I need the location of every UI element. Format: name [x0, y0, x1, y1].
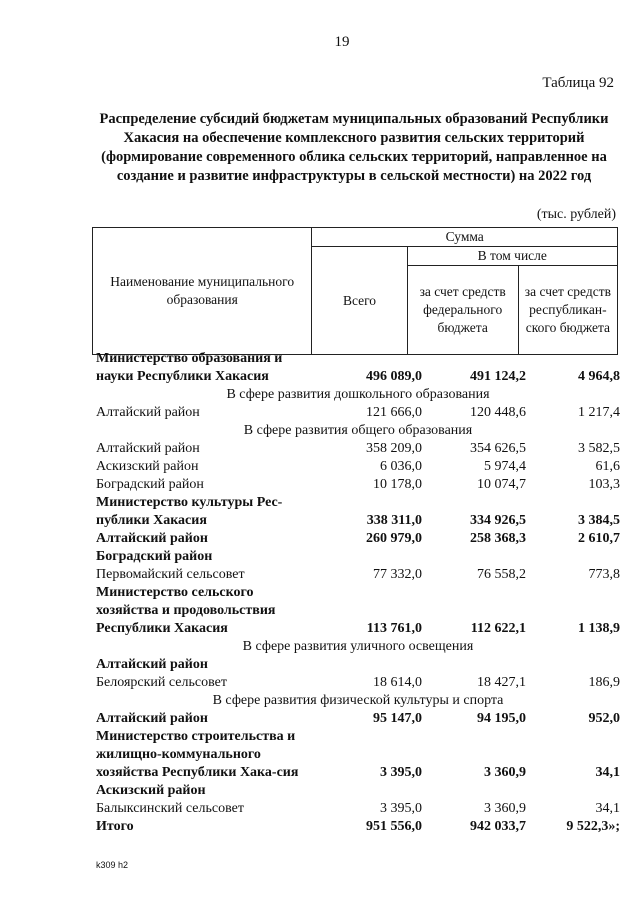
section-title: В сфере развития дошкольного образования	[226, 387, 490, 402]
row-republic: 3 384,5	[578, 513, 620, 528]
row-name: Министерство сельского хозяйства и продовольствия Республики Хакасия	[96, 585, 276, 636]
row-federal: 18 427,1	[477, 675, 526, 690]
row-republic	[526, 656, 620, 674]
table-row	[96, 458, 620, 476]
row-republic: 952,0	[588, 711, 620, 726]
row-republic: 34,1	[595, 765, 620, 780]
document-title: Распределение субсидий бюджетам муниципальных образований Республики Хакасия на обеспечение комплексного развития сельских территорий (формирование современного облика сельских территорий, направленное на создание и развитие инфраструктуры в сельской местности) на 2022 год	[99, 111, 609, 184]
header-in-that: В том числе	[407, 247, 617, 266]
page-number: 19	[334, 34, 350, 50]
row-name: Боградский район	[96, 549, 213, 564]
row-federal: 120 448,6	[470, 405, 526, 420]
table-row	[96, 584, 620, 638]
header-total: Всего	[312, 247, 407, 355]
row-federal	[422, 656, 526, 674]
row-name: Алтайский район	[96, 441, 200, 456]
row-total: 121 666,0	[366, 405, 422, 420]
row-name: Аскизский район	[96, 783, 206, 798]
row-name: Алтайский район	[96, 531, 208, 546]
row-name: Первомайский сельсовет	[96, 567, 245, 582]
row-name: Алтайский район	[96, 657, 208, 672]
row-total: 358 209,0	[366, 441, 422, 456]
section-title: В сфере развития уличного освещения	[242, 639, 474, 654]
row-total: 77 332,0	[373, 567, 422, 582]
table-row	[96, 350, 620, 386]
row-federal: 3 360,9	[484, 765, 526, 780]
row-republic	[526, 548, 620, 566]
table-row	[96, 476, 620, 494]
row-total: 951 556,0	[366, 819, 422, 834]
row-federal: 258 368,3	[470, 531, 526, 546]
row-name: Белоярский сельсовет	[96, 675, 227, 690]
table-row	[96, 566, 620, 584]
header-sum: Сумма	[312, 228, 618, 247]
row-name: Министерство культуры Рес-публики Хакасия	[96, 495, 283, 528]
table-row	[96, 818, 620, 836]
row-name: Балыксинский сельсовет	[96, 801, 244, 816]
section-row	[96, 692, 620, 710]
section-title: В сфере развития физической культуры и спорта	[212, 693, 504, 708]
row-republic: 1 217,4	[578, 405, 620, 420]
section-row	[96, 422, 620, 440]
table-row	[96, 530, 620, 548]
section-row	[96, 638, 620, 656]
row-total: 18 614,0	[373, 675, 422, 690]
row-republic: 2 610,7	[578, 531, 620, 546]
row-name: Итого	[96, 819, 134, 834]
row-republic: 3 582,5	[578, 441, 620, 456]
table-row	[96, 494, 620, 530]
row-federal: 491 124,2	[470, 369, 526, 384]
table-row	[96, 656, 620, 674]
header-republic: за счет средств республикан-ского бюджета	[518, 266, 617, 355]
row-total: 113 761,0	[366, 621, 422, 636]
row-federal	[422, 548, 526, 566]
row-republic: 773,8	[588, 567, 620, 582]
units-label: (тыс. рублей)	[536, 207, 616, 222]
table-row	[96, 728, 620, 782]
row-total: 338 311,0	[366, 513, 422, 528]
section-title: В сфере развития общего образования	[243, 423, 473, 438]
row-name: Министерство строительства и жилищно-коммунального хозяйства Республики Хака-сия	[96, 729, 299, 780]
data-table	[96, 350, 620, 836]
table-row	[96, 800, 620, 818]
header-name-column: Наименование муниципального образования	[93, 228, 312, 355]
row-federal: 76 558,2	[477, 567, 526, 582]
table-header	[92, 227, 618, 355]
header-federal: за счет средств федерального бюджета	[407, 266, 518, 355]
row-total: 3 395,0	[380, 765, 422, 780]
row-total	[318, 782, 422, 800]
row-name: Алтайский район	[96, 711, 208, 726]
row-federal: 334 926,5	[470, 513, 526, 528]
row-name: Министерство образования и науки Республики Хакасия	[96, 351, 283, 384]
table-row	[96, 674, 620, 692]
row-federal: 5 974,4	[484, 459, 526, 474]
row-republic: 186,9	[588, 675, 620, 690]
row-total: 496 089,0	[366, 369, 422, 384]
row-federal: 112 622,1	[470, 621, 526, 636]
row-total: 260 979,0	[366, 531, 422, 546]
row-republic: 34,1	[595, 801, 620, 816]
row-total: 10 178,0	[373, 477, 422, 492]
row-name: Аскизский район	[96, 459, 199, 474]
section-row	[96, 386, 620, 404]
table-row	[96, 548, 620, 566]
row-total	[318, 548, 422, 566]
row-republic: 61,6	[595, 459, 620, 474]
row-republic: 103,3	[588, 477, 620, 492]
row-total: 3 395,0	[380, 801, 422, 816]
row-federal: 10 074,7	[477, 477, 526, 492]
row-republic	[526, 782, 620, 800]
table-row	[96, 782, 620, 800]
row-name: Алтайский район	[96, 405, 200, 420]
row-federal: 354 626,5	[470, 441, 526, 456]
row-federal: 94 195,0	[477, 711, 526, 726]
table-row	[96, 710, 620, 728]
row-name: Боградский район	[96, 477, 204, 492]
row-republic: 1 138,9	[578, 621, 620, 636]
footer-code: k309 h2	[96, 860, 129, 870]
table-row	[96, 440, 620, 458]
row-total	[318, 656, 422, 674]
row-total: 6 036,0	[380, 459, 422, 474]
row-federal: 3 360,9	[484, 801, 526, 816]
row-republic: 9 522,3»;	[566, 819, 620, 834]
table-row	[96, 404, 620, 422]
row-total: 95 147,0	[373, 711, 422, 726]
table-label: Таблица 92	[542, 75, 614, 91]
row-federal	[422, 782, 526, 800]
row-republic: 4 964,8	[578, 369, 620, 384]
row-federal: 942 033,7	[470, 819, 526, 834]
